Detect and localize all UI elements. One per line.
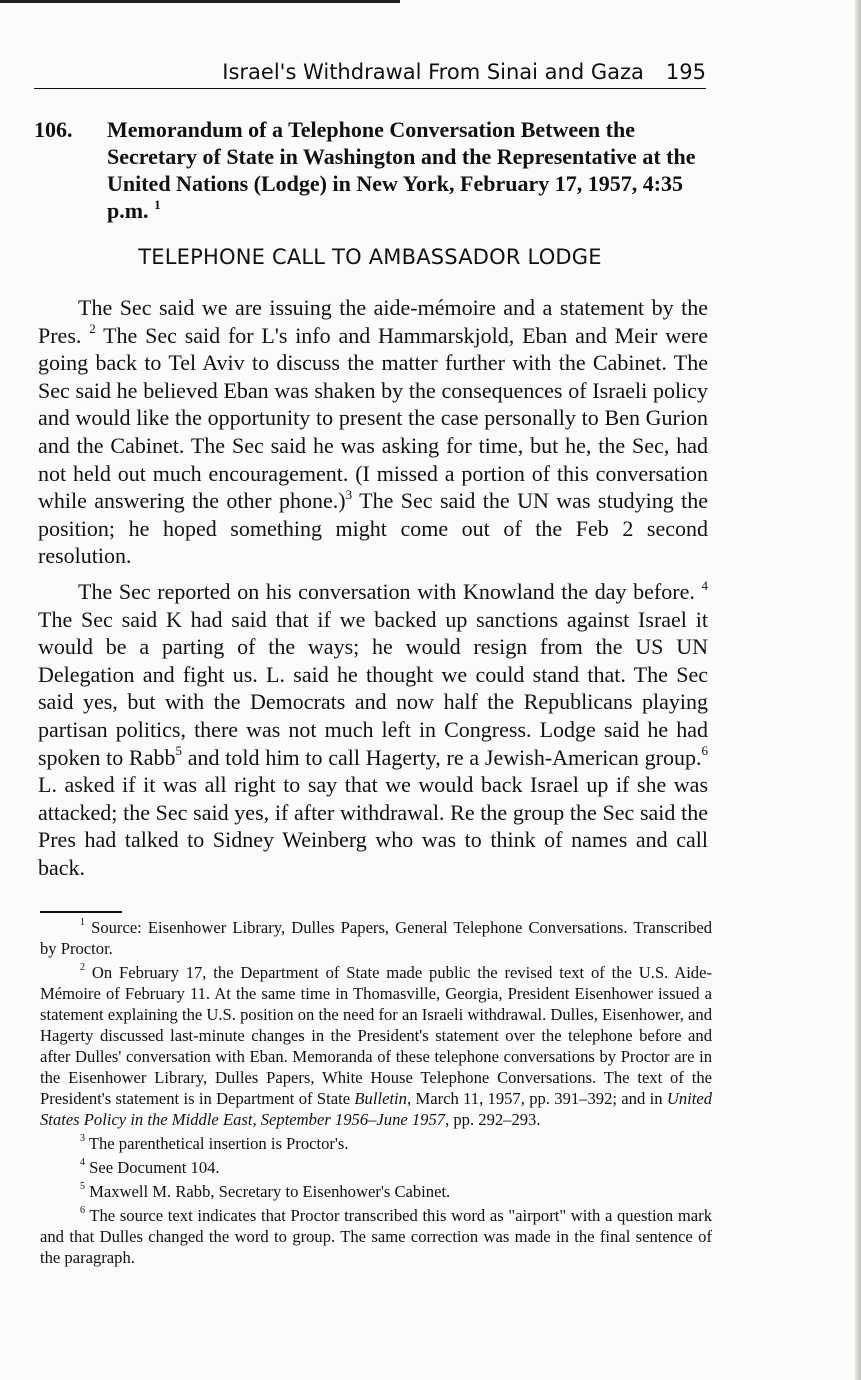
footnote-2-text-c: , pp. 292–293. (445, 1110, 541, 1129)
p2-text-b: The Sec said K had said that if we backed up sanctions against Israel it would be a parting of the ways; he would resign from the US UN Delegation and fight us. L. said he thought we could stand that. The Sec said yes, but with the Democrats and now half the Republicans playing partisan politics, there was not much left in Congress. Lodge said he had spoken to Rabb (38, 606, 708, 770)
footnote-5-text: Maxwell M. Rabb, Secretary to Eisenhower's Cabinet. (85, 1182, 451, 1201)
document-title (107, 116, 706, 224)
footnote-ref-6[interactable]: 6 (701, 743, 708, 759)
footnote-2-bulletin-title: Bulletin (354, 1089, 407, 1108)
p2-text-c: and told him to call Hagerty, re a Jewish-American group. (181, 744, 702, 770)
document-title-text: Memorandum of a Telephone Conversation Between the Secretary of State in Washington and the Representative at the United Nations (Lodge) in New York, February 17, 1957, 4:35 p.m. (107, 117, 696, 223)
footnote-4-marker: 4 (80, 1157, 85, 1169)
document-number: 106. (34, 117, 73, 142)
footnote-3 (40, 1133, 712, 1154)
footnote-5-marker: 5 (80, 1181, 85, 1193)
body-paragraph-2 (38, 578, 708, 882)
footnote-2-text-b: , March 11, 1957, pp. 391–392; and in (406, 1089, 667, 1108)
footnote-1-marker: 1 (80, 917, 85, 929)
footnote-4 (40, 1157, 712, 1178)
footnote-ref-3[interactable]: 3 (345, 486, 353, 502)
footnote-2-text-a: On February 17, the Department of State made public the revised text of the U.S. Aide-Mémoire of February 11. At the same time in Thomasville, Georgia, President Eisenhower issued a statement explaining the U.S. position on the need for an Israeli withdrawal. Dulles, Eisenhower, and Hagerty discussed last-minute changes in the President's statement over the telephone before and after Dulles' conversation with Eban. Memoranda of these telephone conversations by Proctor are in the Eisenhower Library, Dulles Papers, White House Telephone Conversations. The text of the President's statement is in Department of State (40, 963, 712, 1108)
page-number: 195 (665, 60, 706, 84)
footnote-6-text: The source text indicates that Proctor transcribed this word as "airport" with a question mark and that Dulles changed the word to group. The same correction was made in the final sentence of the paragraph. (40, 1206, 712, 1267)
footnote-1-text: Source: Eisenhower Library, Dulles Papers, General Telephone Conversations. Transcribed by Proctor. (40, 918, 712, 958)
footnotes (40, 917, 712, 1271)
footnote-5 (40, 1181, 712, 1202)
section-heading: TELEPHONE CALL TO AMBASSADOR LODGE (138, 245, 602, 269)
running-head (34, 58, 706, 89)
footnote-1 (40, 917, 712, 959)
body-paragraph-1 (38, 294, 708, 570)
running-head-title: Israel's Withdrawal From Sinai and Gaza (222, 60, 644, 84)
document-header (34, 116, 706, 224)
p1-text-c: The Sec said the UN was studying the position; he hoped something might come out of the Feb 2 second resolution. (38, 488, 709, 569)
footnote-ref-5[interactable]: 5 (175, 743, 182, 759)
p2-text-a: The Sec reported on his conversation with Knowland the day before. (78, 578, 695, 604)
footnote-2 (40, 962, 712, 1130)
top-edge-rule (0, 0, 400, 3)
p2-text-d: L. asked if it was all right to say that we would back Israel up if she was attacked; the Sec said yes, if after withdrawal. Re the group the Sec said the Pres had talked to Sidney Weinberg who was to think of names and call back. (38, 772, 708, 880)
footnote-divider (40, 911, 122, 913)
footnote-6 (40, 1205, 712, 1268)
footnote-2-publication-title: United States Policy in the Middle East, September 1956–June 1957 (40, 1089, 713, 1129)
footnote-2-marker: 2 (80, 962, 85, 974)
footnote-ref-2[interactable]: 2 (89, 321, 96, 337)
footnote-ref-4[interactable]: 4 (701, 577, 709, 593)
footnote-ref-1[interactable]: 1 (154, 196, 161, 212)
p1-text-a: The Sec said we are issuing the aide-mémoire and a statement by the Pres. (38, 295, 708, 348)
p1-text-b: The Sec said for L's info and Hammarskjold, Eban and Meir were going back to Tel Aviv to discuss the matter further with the Cabinet. The Sec said he believed Eban was shaken by the consequences of Israeli policy and would like the opportunity to present the case personally to Ben Gurion and the Cabinet. The Sec said he was asking for time, but he, the Sec, had not held out much encouragement. (I missed a portion of this conversation while answering the other phone.) (38, 322, 708, 514)
footnote-6-marker: 6 (80, 1205, 85, 1217)
page-binding-edge (855, 0, 861, 1380)
footnote-4-text: See Document 104. (85, 1158, 220, 1177)
footnote-3-marker: 3 (80, 1133, 85, 1145)
footnote-3-text: The parenthetical insertion is Proctor's. (85, 1134, 349, 1153)
memorandum-body (38, 294, 708, 889)
